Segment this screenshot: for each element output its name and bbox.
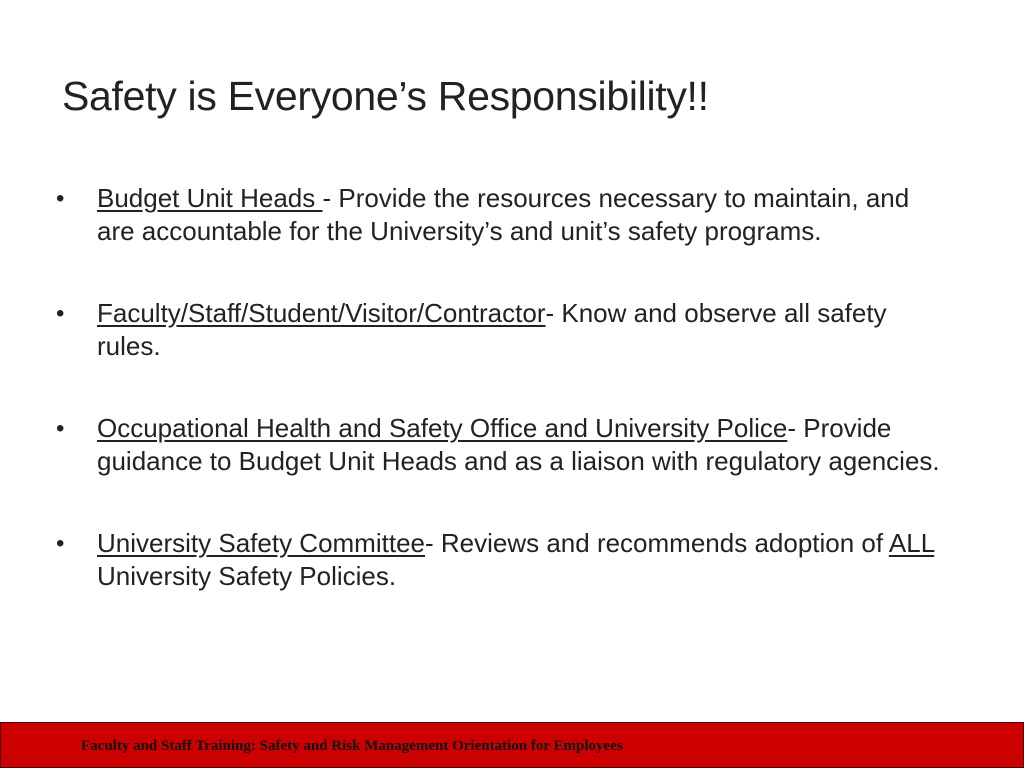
bullet-term: Occupational Health and Safety Office and University Police (97, 413, 788, 443)
bullet-term: Budget Unit Heads (97, 183, 323, 213)
bullet-list (56, 182, 946, 593)
bullet-budget-unit-heads (56, 182, 946, 248)
bullet-faculty-staff (56, 297, 946, 363)
bullet-icon: • (56, 185, 65, 212)
bullet-icon: • (56, 530, 65, 557)
footer-bar (0, 722, 1024, 768)
bullet-text: - Provide guidance to Budget Unit Heads and as a liaison with regulatory agencies. (97, 413, 940, 476)
bullet-text: - Provide the resources necessary to maintain, and are accountable for the University’s and unit’s safety programs. (97, 183, 910, 246)
bullet-text-end: University Safety Policies. (97, 561, 397, 591)
bullet-text: - Reviews and recommends adoption of (424, 528, 889, 558)
bullet-ohs-office (56, 412, 946, 478)
bullet-safety-committee (56, 527, 946, 593)
bullet-term: University Safety Committee (97, 528, 425, 558)
footer-text: Faculty and Staff Training: Safety and Risk Management Orientation for Employees (81, 738, 623, 754)
bullet-icon: • (56, 300, 65, 327)
bullet-term: Faculty/Staff/Student/Visitor/Contractor (97, 298, 546, 328)
bullet-icon: • (56, 415, 65, 442)
bullet-emphasis: ALL (888, 528, 935, 558)
bullet-text: - Know and observe all safety rules. (97, 298, 887, 361)
slide-title: Safety is Everyone’s Responsibility!! (62, 73, 709, 119)
